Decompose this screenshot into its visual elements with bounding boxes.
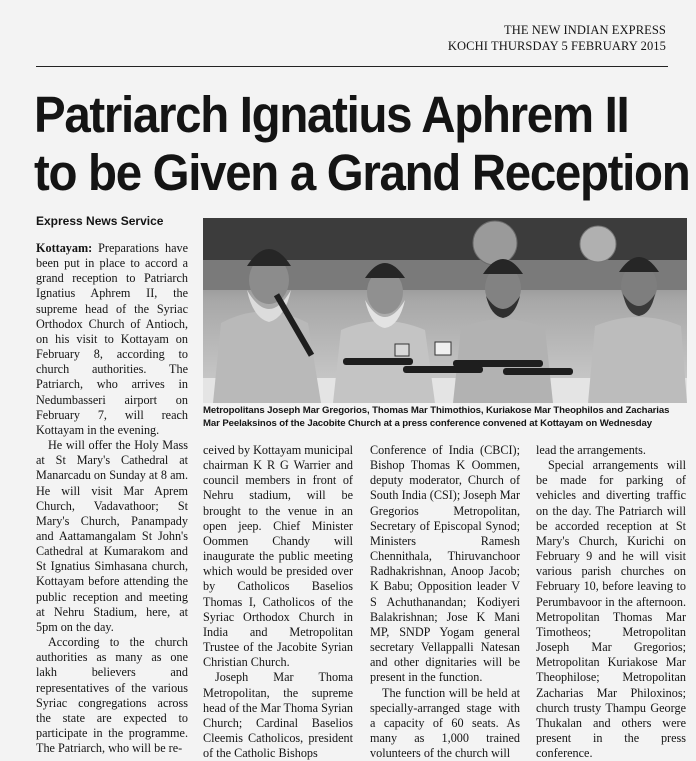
headline-line-2: to be Given a Grand Reception	[34, 144, 639, 202]
paragraph: The function will be held at specially-arranged stage with a capacity of 60 seats. As many as 1,000 trained volunteers of the church will	[370, 686, 520, 761]
paragraph: Joseph Mar Thoma Metropolitan, the supreme head of the Mar Thoma Syrian Church; Cardinal Baselios Cleemis Catholicos, president of the Catholic Bishops	[203, 670, 353, 761]
article-column-4	[536, 443, 686, 761]
press-conference-photo	[203, 218, 687, 403]
headline	[34, 86, 639, 202]
paragraph: He will offer the Holy Mass at St Mary's Cathedral at Manarcadu on Sunday at 8 am. He will visit Mar Aprem Church, Vadavathoor; St Mary's Church, Panampady and Aattamangalam St John's Cathedral at Kumarakom and St Ignatius Simhasana church, Kottayam before attending the public reception and meeting at Nehru Stadium, here, at 5pm on the day.	[36, 438, 188, 635]
headline-line-1: Patriarch Ignatius Aphrem II	[34, 86, 639, 144]
paragraph: Kottayam: Preparations have been put in place to accord a grand reception to Patriarch Ignatius Aphrem II, the supreme head of the Syriac Orthodox Church of Antioch, on his visit to Kottayam on February 8, according to church authorities. The Patriarch, who arrives in Nedumbasseri airport on February 7, will reach Kottayam in the evening.	[36, 241, 188, 438]
article-column-3	[370, 443, 520, 761]
paragraph: Conference of India (CBCI); Bishop Thomas K Oommen, deputy moderator, Church of South India (CSI); Joseph Mar Gregorios Metropolitan, Secretary of Episcopal Synod; Ministers Ramesh Chennithala, Thiruvanchoor Radhakrishnan, Anoop Jacob; K Babu; Opposition leader V S Achuthanandan; Kodiyeri Balakrishnan; Jose K Mani MP, SNDP Yogam general secretary Vellappalli Natesan and other dignitaries will be present in the function.	[370, 443, 520, 686]
header-rule	[36, 66, 668, 67]
newspaper-name: THE NEW INDIAN EXPRESS	[448, 22, 666, 38]
photo-caption: Metropolitans Joseph Mar Gregorios, Thomas Mar Thimothios, Kuriakose Mar Theophilos and Zacharias Mar Peelaksinos of the Jacobite Church at a press conference convened at Kottayam on Wednesday	[203, 405, 687, 430]
masthead	[448, 22, 666, 54]
article-column-2	[203, 443, 353, 761]
paragraph: ceived by Kottayam municipal chairman K R G Warrier and council members in front of Nehru stadium, will be brought to the venue in an open jeep. Chief Minister Oommen Chandy will inaugurate the public meeting which would be presided over by Catholicos Baselios Thomas I, Catholicos of the Syriac Orthodox Church in India and Metropolitan Trustee of the Jacobite Syrian Christian Church.	[203, 443, 353, 670]
article-column-1	[36, 241, 188, 756]
paragraph: lead the arrangements.	[536, 443, 686, 458]
paragraph: Special arrangements will be made for parking of vehicles and diverting traffic on the day. The Patriarch will be accorded reception at St Mary's Church, Kurichi on February 9 and he will visit various parish churches on February 10, before leaving to Perumbavoor in the afternoon. Metropolitan Thomas Mar Timotheos; Metropolitan Joseph Mar Gregorios; Metropolitan Kuriakose Mar Theophilose; Metropolitan Zacharias Mar Philoxinos; church trusty Thampu George Thukalan and others were present in the press conference.	[536, 458, 686, 761]
dateline-place: Kottayam:	[36, 241, 92, 255]
paragraph: According to the church authorities as many as one lakh believers and representatives of the various Syriac congregations across the state are expected to participate in the programme. The Patriarch, who will be re-	[36, 635, 188, 756]
byline: Express News Service	[36, 214, 163, 228]
edition-dateline: KOCHI THURSDAY 5 FEBRUARY 2015	[448, 38, 666, 54]
photo-illustration	[203, 218, 687, 403]
